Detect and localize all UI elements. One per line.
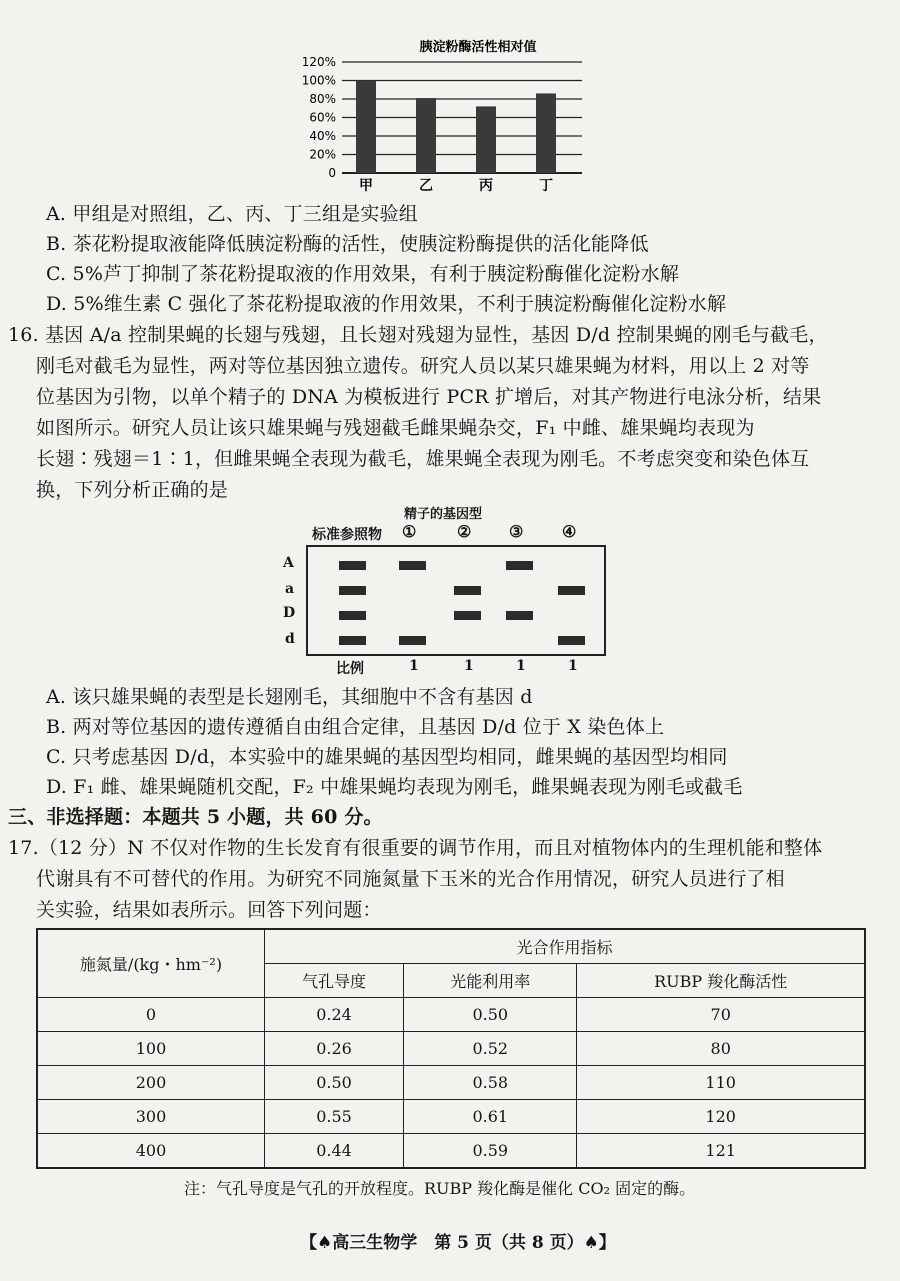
table-header-stomatal: 气孔导度 (265, 964, 404, 998)
x-tick-label: 乙 (419, 178, 433, 194)
gel-row-label-d: d (285, 631, 295, 647)
q17-stem-line-2: 代谢具有不可替代的作用。为研究不同施氮量下玉米的光合作用情况，研究人员进行了相 (36, 868, 785, 890)
gel-band (399, 561, 426, 570)
bar-甲 (356, 81, 376, 174)
y-tick-label: 80% (309, 92, 336, 106)
table-cell: 0.59 (404, 1134, 577, 1169)
bar-丁 (536, 93, 556, 173)
gel-row-label-A: A (283, 555, 294, 571)
table-cell: 100 (37, 1032, 265, 1066)
gel-band (339, 586, 366, 595)
gel-band (506, 611, 533, 620)
gel-band (558, 636, 585, 645)
y-tick-label: 0 (328, 166, 336, 180)
table-cell: 200 (37, 1066, 265, 1100)
x-tick-label: 丙 (479, 178, 493, 194)
gel-header-3: ③ (509, 522, 524, 541)
y-tick-label: 20% (309, 147, 336, 162)
gel-band (339, 611, 366, 620)
q16-stem-line-6: 换，下列分析正确的是 (36, 479, 229, 501)
section-3-heading: 三、非选择题：本题共 5 小题，共 60 分。 (8, 806, 383, 828)
q16-stem-line-4: 如图所示。研究人员让该只雄果蝇与残翅截毛雌果蝇杂交，F₁ 中雌、雄果蝇均表现为 (36, 417, 755, 439)
gel-row-label-a: a (285, 581, 295, 597)
q15-option-a: A. 甲组是对照组，乙、丙、丁三组是实验组 (46, 203, 419, 225)
table-cell: 80 (577, 1032, 865, 1066)
q16-option-b: B. 两对等位基因的遗传遵循自由组合定律，且基因 D/d 位于 X 染色体上 (46, 716, 665, 738)
gel-title: 精子的基因型 (404, 507, 483, 522)
gel-band (558, 586, 585, 595)
gel-header-1: ① (402, 522, 417, 541)
table-header-nitrogen: 施氮量/(kg・hm⁻²) (37, 929, 265, 998)
table-cell: 0.44 (265, 1134, 404, 1169)
table-cell: 0.24 (265, 998, 404, 1032)
q15-option-b: B. 茶花粉提取液能降低胰淀粉酶的活性，使胰淀粉酶提供的活化能降低 (46, 233, 649, 255)
table-cell: 0.55 (265, 1100, 404, 1134)
page-footer: 【♠高三生物学 第 5 页（共 8 页）♠】 (300, 1233, 616, 1253)
q15-option-c: C. 5%芦丁抑制了茶花粉提取液的作用效果，有利于胰淀粉酶催化淀粉水解 (46, 263, 680, 285)
x-tick-label: 甲 (359, 178, 373, 194)
bar-丙 (476, 106, 496, 173)
q17-stem-line-1: 17.（12 分）N 不仅对作物的生长发育有很重要的调节作用，而且对植物体内的生理机能和整体 (8, 837, 823, 859)
gel-band (454, 586, 481, 595)
q16-option-c: C. 只考虑基因 D/d，本实验中的雄果蝇的基因型均相同，雌果蝇的基因型均相同 (46, 746, 728, 768)
q17-stem-line-3: 关实验，结果如表所示。回答下列问题： (36, 899, 382, 921)
table-cell: 0.61 (404, 1100, 577, 1134)
gel-band (506, 561, 533, 570)
table-cell: 0.50 (265, 1066, 404, 1100)
y-tick-label: 100% (301, 73, 336, 88)
table-cell: 121 (577, 1134, 865, 1169)
table-cell: 110 (577, 1066, 865, 1100)
q16-option-a: A. 该只雄果蝇的表型是长翅刚毛，其细胞中不含有基因 d (46, 686, 533, 708)
gel-header-4: ④ (562, 522, 577, 541)
q16-stem-line-2: 刚毛对截毛为显性，两对等位基因独立遗传。研究人员以某只雄果蝇为材料，用以上 2 对等 (36, 355, 810, 377)
gel-band (454, 611, 481, 620)
table-cell: 0.50 (404, 998, 577, 1032)
table-cell: 0.52 (404, 1032, 577, 1066)
table-row (37, 1032, 865, 1066)
q15-option-d: D. 5%维生素 C 强化了茶花粉提取液的作用效果，不利于胰淀粉酶催化淀粉水解 (46, 293, 727, 315)
gel-ratio-label: 比例 (336, 661, 364, 677)
table-header-light-use: 光能利用率 (404, 964, 577, 998)
table-header-rubp: RUBP 羧化酶活性 (577, 964, 865, 998)
table-row (37, 998, 865, 1032)
q16-stem-line-5: 长翅∶残翅＝1∶1，但雌果蝇全表现为截毛，雄果蝇全表现为刚毛。不考虑突变和染色体互 (36, 448, 810, 470)
bar-乙 (416, 98, 436, 173)
q16-stem-line-3: 位基因为引物，以单个精子的 DNA 为模板进行 PCR 扩增后，对其产物进行电泳分析，结果 (36, 386, 822, 408)
enzyme-activity-bar-chart (290, 36, 600, 198)
table-row (37, 1100, 865, 1134)
gel-ratio-4: 1 (568, 658, 578, 674)
y-tick-label: 40% (309, 129, 336, 143)
table-cell: 0.58 (404, 1066, 577, 1100)
gel-band (399, 636, 426, 645)
table-note: 注：气孔导度是气孔的开放程度。RUBP 羧化酶是催化 CO₂ 固定的酶。 (184, 1179, 696, 1198)
table-header-row (37, 929, 865, 964)
chart-title: 胰淀粉酶活性相对值 (419, 40, 537, 55)
y-tick-label: 60% (309, 110, 336, 125)
table-cell: 70 (577, 998, 865, 1032)
gel-header-reference: 标准参照物 (312, 527, 382, 543)
table-header-group: 光合作用指标 (265, 929, 866, 964)
table-cell: 0.26 (265, 1032, 404, 1066)
gel-ratio-2: 1 (464, 658, 474, 674)
y-tick-label: 120% (301, 55, 336, 69)
gel-header-2: ② (457, 522, 472, 541)
table-row (37, 1066, 865, 1100)
gel-ratio-3: 1 (516, 658, 526, 674)
q16-stem-line-1: 16. 基因 A/a 控制果蝇的长翅与残翅，且长翅对残翅为显性，基因 D/d 控制果蝇的刚毛与截毛， (8, 324, 828, 346)
table-cell: 120 (577, 1100, 865, 1134)
table-cell: 0 (37, 998, 265, 1032)
x-tick-label: 丁 (539, 178, 553, 194)
gel-band (339, 636, 366, 645)
table-cell: 400 (37, 1134, 265, 1169)
nitrogen-photosynthesis-table (36, 928, 866, 1169)
q16-option-d: D. F₁ 雌、雄果蝇随机交配，F₂ 中雄果蝇均表现为刚毛，雌果蝇表现为刚毛或截毛 (46, 776, 743, 798)
gel-band (339, 561, 366, 570)
table-row (37, 1134, 865, 1169)
gel-row-label-D: D (283, 605, 296, 621)
gel-ratio-1: 1 (409, 658, 419, 674)
table-cell: 300 (37, 1100, 265, 1134)
